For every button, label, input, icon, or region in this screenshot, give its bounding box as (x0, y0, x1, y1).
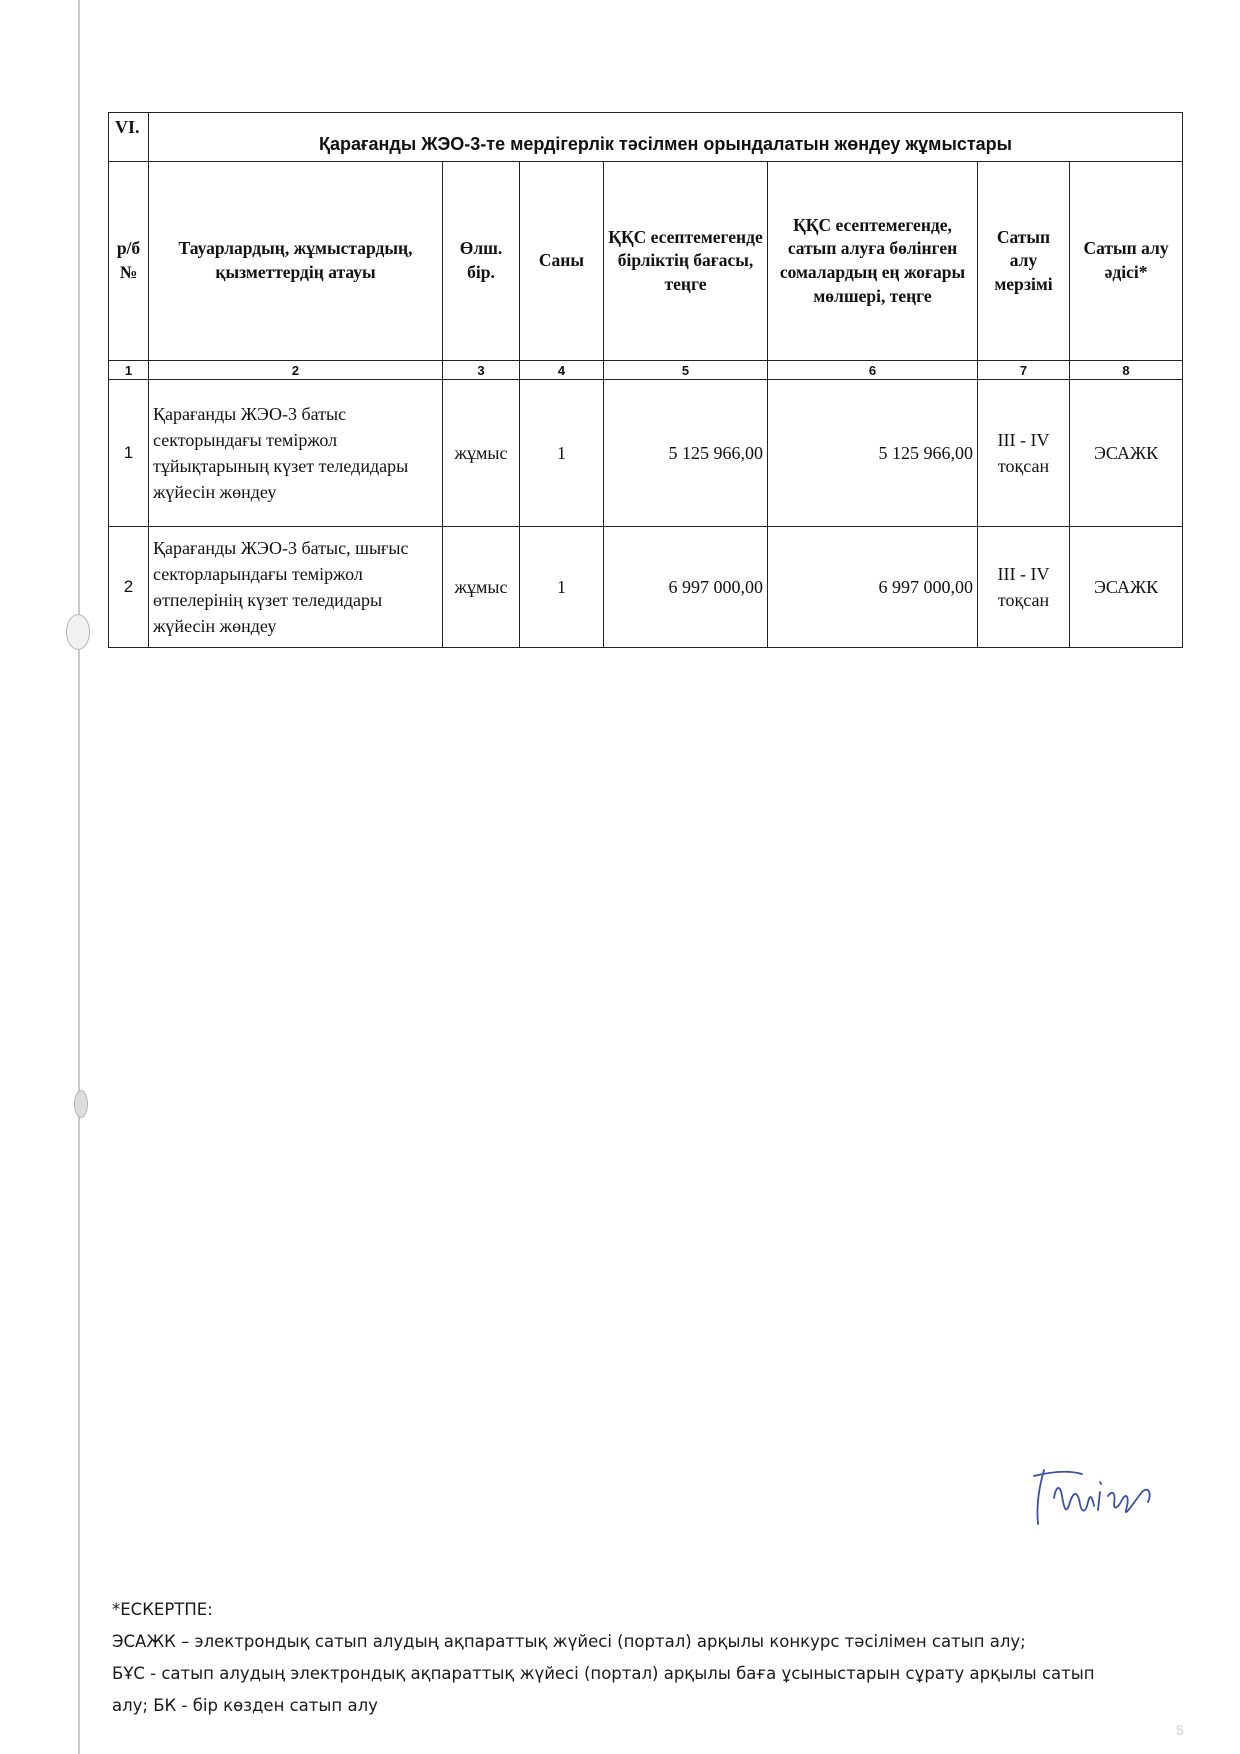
row-index: 2 (109, 527, 149, 648)
row-unit: жұмыс (443, 527, 520, 648)
row-period: III - IV тоқсан (978, 527, 1070, 648)
col-header-index: р/б № (109, 162, 149, 361)
row-unit-price: 5 125 966,00 (604, 380, 768, 527)
footnote-heading: *ЕСКЕРТПЕ: (112, 1600, 213, 1619)
row-max-amount: 6 997 000,00 (768, 527, 978, 648)
scan-page-edge (78, 0, 80, 1754)
section-number: VI. (109, 113, 149, 162)
row-qty: 1 (520, 380, 604, 527)
table-row (109, 527, 1183, 648)
col-number: 4 (520, 361, 604, 380)
row-index: 1 (109, 380, 149, 527)
row-name: Қарағанды ЖЭО-3 батыс секторындағы теміржол тұйықтарының күзет теледидары жүйесін жөндеу (149, 380, 443, 527)
row-unit-price: 6 997 000,00 (604, 527, 768, 648)
col-header-method: Сатып алу әдісі* (1070, 162, 1183, 361)
col-number: 2 (149, 361, 443, 380)
footnote (112, 1594, 1112, 1722)
row-max-amount: 5 125 966,00 (768, 380, 978, 527)
column-header-row (109, 162, 1183, 361)
col-number: 3 (443, 361, 520, 380)
col-header-max-amount: ҚҚС есептемегенде, сатып алуға бөлінген сомалардың ең жоғары мөлшері, теңге (768, 162, 978, 361)
row-period: III - IV тоқсан (978, 380, 1070, 527)
col-header-period: Сатып алу мерзімі (978, 162, 1070, 361)
procurement-table (108, 112, 1183, 648)
footnote-line: ЭСАЖК – электрондық сатып алудың ақпараттық жүйесі (портал) арқылы конкурс тәсілімен сатып алу; (112, 1632, 1026, 1651)
col-header-qty: Саны (520, 162, 604, 361)
column-number-row (109, 361, 1183, 380)
col-header-unit: Өлш. бір. (443, 162, 520, 361)
col-number: 5 (604, 361, 768, 380)
row-unit: жұмыс (443, 380, 520, 527)
section-title: Қарағанды ЖЭО-3-те мердігерлік тәсілмен орындалатын жөндеу жұмыстары (149, 113, 1183, 162)
row-name: Қарағанды ЖЭО-3 батыс, шығыс секторларындағы теміржол өтпелерінің күзет теледидары жүйесін жөндеу (149, 527, 443, 648)
row-method: ЭСАЖК (1070, 527, 1183, 648)
col-number: 7 (978, 361, 1070, 380)
page-number: 5 (1176, 1722, 1184, 1738)
section-header-row (109, 113, 1183, 162)
punch-hole (66, 614, 90, 650)
col-number: 1 (109, 361, 149, 380)
col-header-unit-price: ҚҚС есептемегенде бірліктің бағасы, теңге (604, 162, 768, 361)
signature (1030, 1462, 1160, 1532)
row-method: ЭСАЖК (1070, 380, 1183, 527)
table-row (109, 380, 1183, 527)
footnote-line: БҰС - сатып алудың электрондық ақпараттық жүйесі (портал) арқылы баға ұсыныстарын сұрату арқылы сатып (112, 1664, 1095, 1683)
col-header-name: Тауарлардың, жұмыстардың, қызметтердің атауы (149, 162, 443, 361)
col-number: 6 (768, 361, 978, 380)
punch-hole (74, 1090, 88, 1118)
col-number: 8 (1070, 361, 1183, 380)
footnote-line: алу; БК - бір көзден сатып алу (112, 1696, 378, 1715)
row-qty: 1 (520, 527, 604, 648)
